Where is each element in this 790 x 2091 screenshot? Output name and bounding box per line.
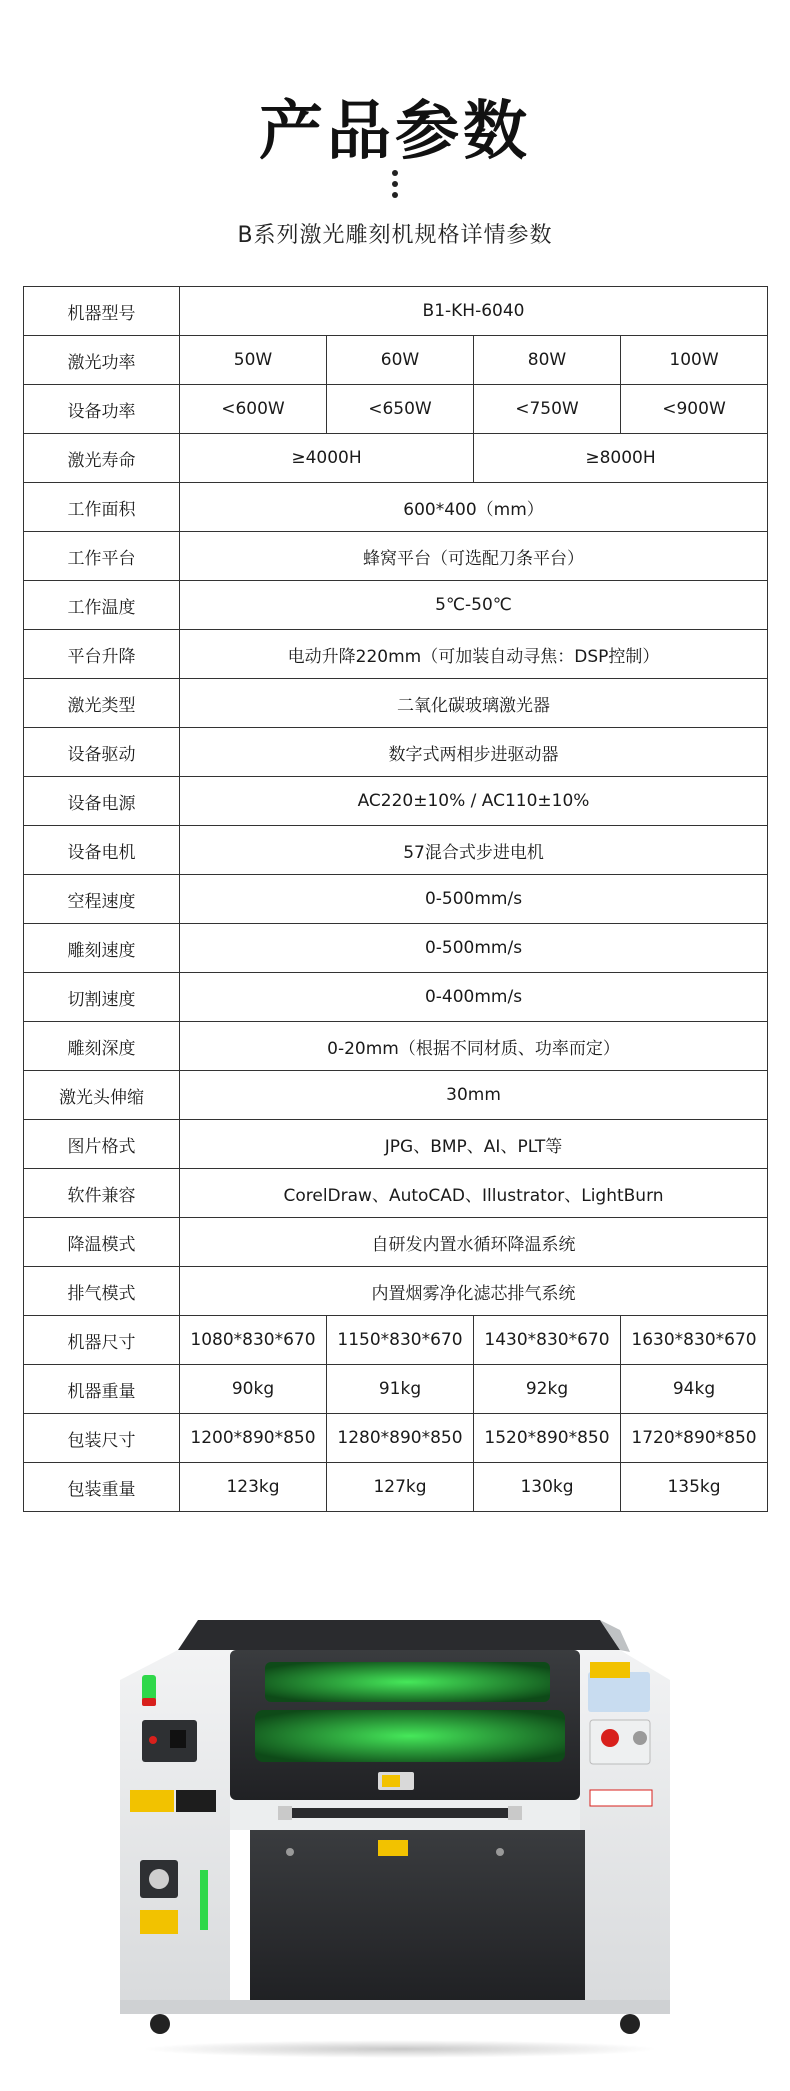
row-value: 1200*890*850 xyxy=(180,1414,327,1463)
table-row xyxy=(24,728,768,777)
table-row xyxy=(24,532,768,581)
table-row xyxy=(24,826,768,875)
row-value: 135kg xyxy=(621,1463,768,1512)
row-value: JPG、BMP、AI、PLT等 xyxy=(180,1120,768,1169)
rotary-dial xyxy=(149,1869,169,1889)
row-value: CorelDraw、AutoCAD、Illustrator、LightBurn xyxy=(180,1169,768,1218)
table-row xyxy=(24,973,768,1022)
vertical-dots-divider xyxy=(390,170,400,203)
row-value: 自研发内置水循环降温系统 xyxy=(180,1218,768,1267)
row-value: 50W xyxy=(180,336,327,385)
table-row xyxy=(24,1169,768,1218)
row-value: 1080*830*670 xyxy=(180,1316,327,1365)
row-label: 雕刻速度 xyxy=(24,924,180,973)
row-label: 包装尺寸 xyxy=(24,1414,180,1463)
row-label: 降温模式 xyxy=(24,1218,180,1267)
row-label: 软件兼容 xyxy=(24,1169,180,1218)
row-value: 二氧化碳玻璃激光器 xyxy=(180,679,768,728)
row-value: 数字式两相步进驱动器 xyxy=(180,728,768,777)
table-row xyxy=(24,679,768,728)
table-row xyxy=(24,1463,768,1512)
bottom-base xyxy=(120,2000,670,2014)
row-value: 90kg xyxy=(180,1365,327,1414)
table-row xyxy=(24,385,768,434)
row-value: ≥4000H xyxy=(180,434,474,483)
front-handle-bar xyxy=(280,1808,520,1818)
door-knob-right xyxy=(496,1848,504,1856)
info-label-left xyxy=(176,1790,216,1812)
row-label: 机器型号 xyxy=(24,287,180,336)
row-value: <650W xyxy=(327,385,474,434)
row-value: 1630*830*670 xyxy=(621,1316,768,1365)
warning-label-left xyxy=(130,1790,174,1812)
key-switch-icon xyxy=(633,1731,647,1745)
row-value: <900W xyxy=(621,385,768,434)
table-row xyxy=(24,630,768,679)
status-light xyxy=(142,1675,156,1701)
row-value: 100W xyxy=(621,336,768,385)
row-label: 设备电源 xyxy=(24,777,180,826)
row-value: 0-20mm（根据不同材质、功率而定） xyxy=(180,1022,768,1071)
divider-dot xyxy=(392,181,398,187)
row-label: 设备驱动 xyxy=(24,728,180,777)
table-row xyxy=(24,581,768,630)
warning-label-right-lower xyxy=(590,1790,652,1806)
row-value: 123kg xyxy=(180,1463,327,1512)
table-row xyxy=(24,777,768,826)
row-value: 1520*890*850 xyxy=(474,1414,621,1463)
row-value: 0-500mm/s xyxy=(180,875,768,924)
row-label: 激光头伸缩 xyxy=(24,1071,180,1120)
row-value: 30mm xyxy=(180,1071,768,1120)
handle-bracket-left xyxy=(278,1806,292,1820)
page-subtitle: B系列激光雕刻机规格详情参数 xyxy=(237,223,553,248)
row-value: 1280*890*850 xyxy=(327,1414,474,1463)
warning-label-lower-left xyxy=(140,1910,178,1934)
emergency-stop-icon xyxy=(601,1729,619,1747)
row-label: 雕刻深度 xyxy=(24,1022,180,1071)
row-value: AC220±10% / AC110±10% xyxy=(180,777,768,826)
handle-bracket-right xyxy=(508,1806,522,1820)
row-label: 工作温度 xyxy=(24,581,180,630)
left-side-panel xyxy=(120,1650,230,2010)
table-row xyxy=(24,287,768,336)
row-value: 57混合式步进电机 xyxy=(180,826,768,875)
row-value: 1150*830*670 xyxy=(327,1316,474,1365)
row-label: 机器重量 xyxy=(24,1365,180,1414)
row-value: 60W xyxy=(327,336,474,385)
row-label: 激光功率 xyxy=(24,336,180,385)
row-value: 电动升降220mm（可加装自动寻焦：DSP控制） xyxy=(180,630,768,679)
table-row xyxy=(24,1071,768,1120)
table-row xyxy=(24,875,768,924)
row-label: 设备电机 xyxy=(24,826,180,875)
status-light-red xyxy=(142,1698,156,1706)
table-row xyxy=(24,1365,768,1414)
red-indicator xyxy=(149,1736,157,1744)
table-row xyxy=(24,1022,768,1071)
caster-wheel-right xyxy=(620,2014,640,2034)
row-value: ≥8000H xyxy=(474,434,768,483)
row-value: 0-400mm/s xyxy=(180,973,768,1022)
row-value: 内置烟雾净化滤芯排气系统 xyxy=(180,1267,768,1316)
table-row xyxy=(24,434,768,483)
table-row xyxy=(24,1316,768,1365)
row-value: 94kg xyxy=(621,1365,768,1414)
row-label: 设备功率 xyxy=(24,385,180,434)
row-label: 空程速度 xyxy=(24,875,180,924)
warning-label-door xyxy=(378,1840,408,1856)
row-label: 激光类型 xyxy=(24,679,180,728)
table-row xyxy=(24,336,768,385)
warning-label-right xyxy=(590,1662,630,1678)
top-lid xyxy=(178,1620,620,1650)
row-label: 工作平台 xyxy=(24,532,180,581)
divider-dot xyxy=(392,192,398,198)
page-title: 产品参数 xyxy=(259,95,531,169)
table-row xyxy=(24,1120,768,1169)
row-value: 蜂窝平台（可选配刀条平台） xyxy=(180,532,768,581)
row-value: 0-500mm/s xyxy=(180,924,768,973)
row-value: 1430*830*670 xyxy=(474,1316,621,1365)
row-label: 机器尺寸 xyxy=(24,1316,180,1365)
table-row xyxy=(24,1218,768,1267)
table-row xyxy=(24,483,768,532)
row-label: 平台升降 xyxy=(24,630,180,679)
row-label: 包装重量 xyxy=(24,1463,180,1512)
row-label: 图片格式 xyxy=(24,1120,180,1169)
caster-wheel-left xyxy=(150,2014,170,2034)
power-switch xyxy=(170,1730,186,1748)
row-value: B1-KH-6040 xyxy=(180,287,768,336)
row-value: 91kg xyxy=(327,1365,474,1414)
upper-viewing-window xyxy=(265,1662,550,1702)
green-gauge xyxy=(200,1870,208,1930)
row-label: 激光寿命 xyxy=(24,434,180,483)
row-value: 130kg xyxy=(474,1463,621,1512)
row-label: 切割速度 xyxy=(24,973,180,1022)
row-value: 5℃-50℃ xyxy=(180,581,768,630)
table-row xyxy=(24,1267,768,1316)
laser-engraver-image xyxy=(100,1590,690,2040)
divider-dot xyxy=(392,170,398,176)
row-value: 92kg xyxy=(474,1365,621,1414)
table-row xyxy=(24,1414,768,1463)
warning-label-center xyxy=(382,1775,400,1787)
row-label: 工作面积 xyxy=(24,483,180,532)
front-lower-door xyxy=(250,1830,585,2000)
row-value: 1720*890*850 xyxy=(621,1414,768,1463)
row-value: <750W xyxy=(474,385,621,434)
row-value: 127kg xyxy=(327,1463,474,1512)
door-knob-left xyxy=(286,1848,294,1856)
row-value: 600*400（mm） xyxy=(180,483,768,532)
row-value: <600W xyxy=(180,385,327,434)
spec-table xyxy=(23,286,768,1512)
table-row xyxy=(24,924,768,973)
row-value: 80W xyxy=(474,336,621,385)
lower-viewing-window xyxy=(255,1710,565,1762)
row-label: 排气模式 xyxy=(24,1267,180,1316)
floor-shadow xyxy=(140,2040,660,2058)
